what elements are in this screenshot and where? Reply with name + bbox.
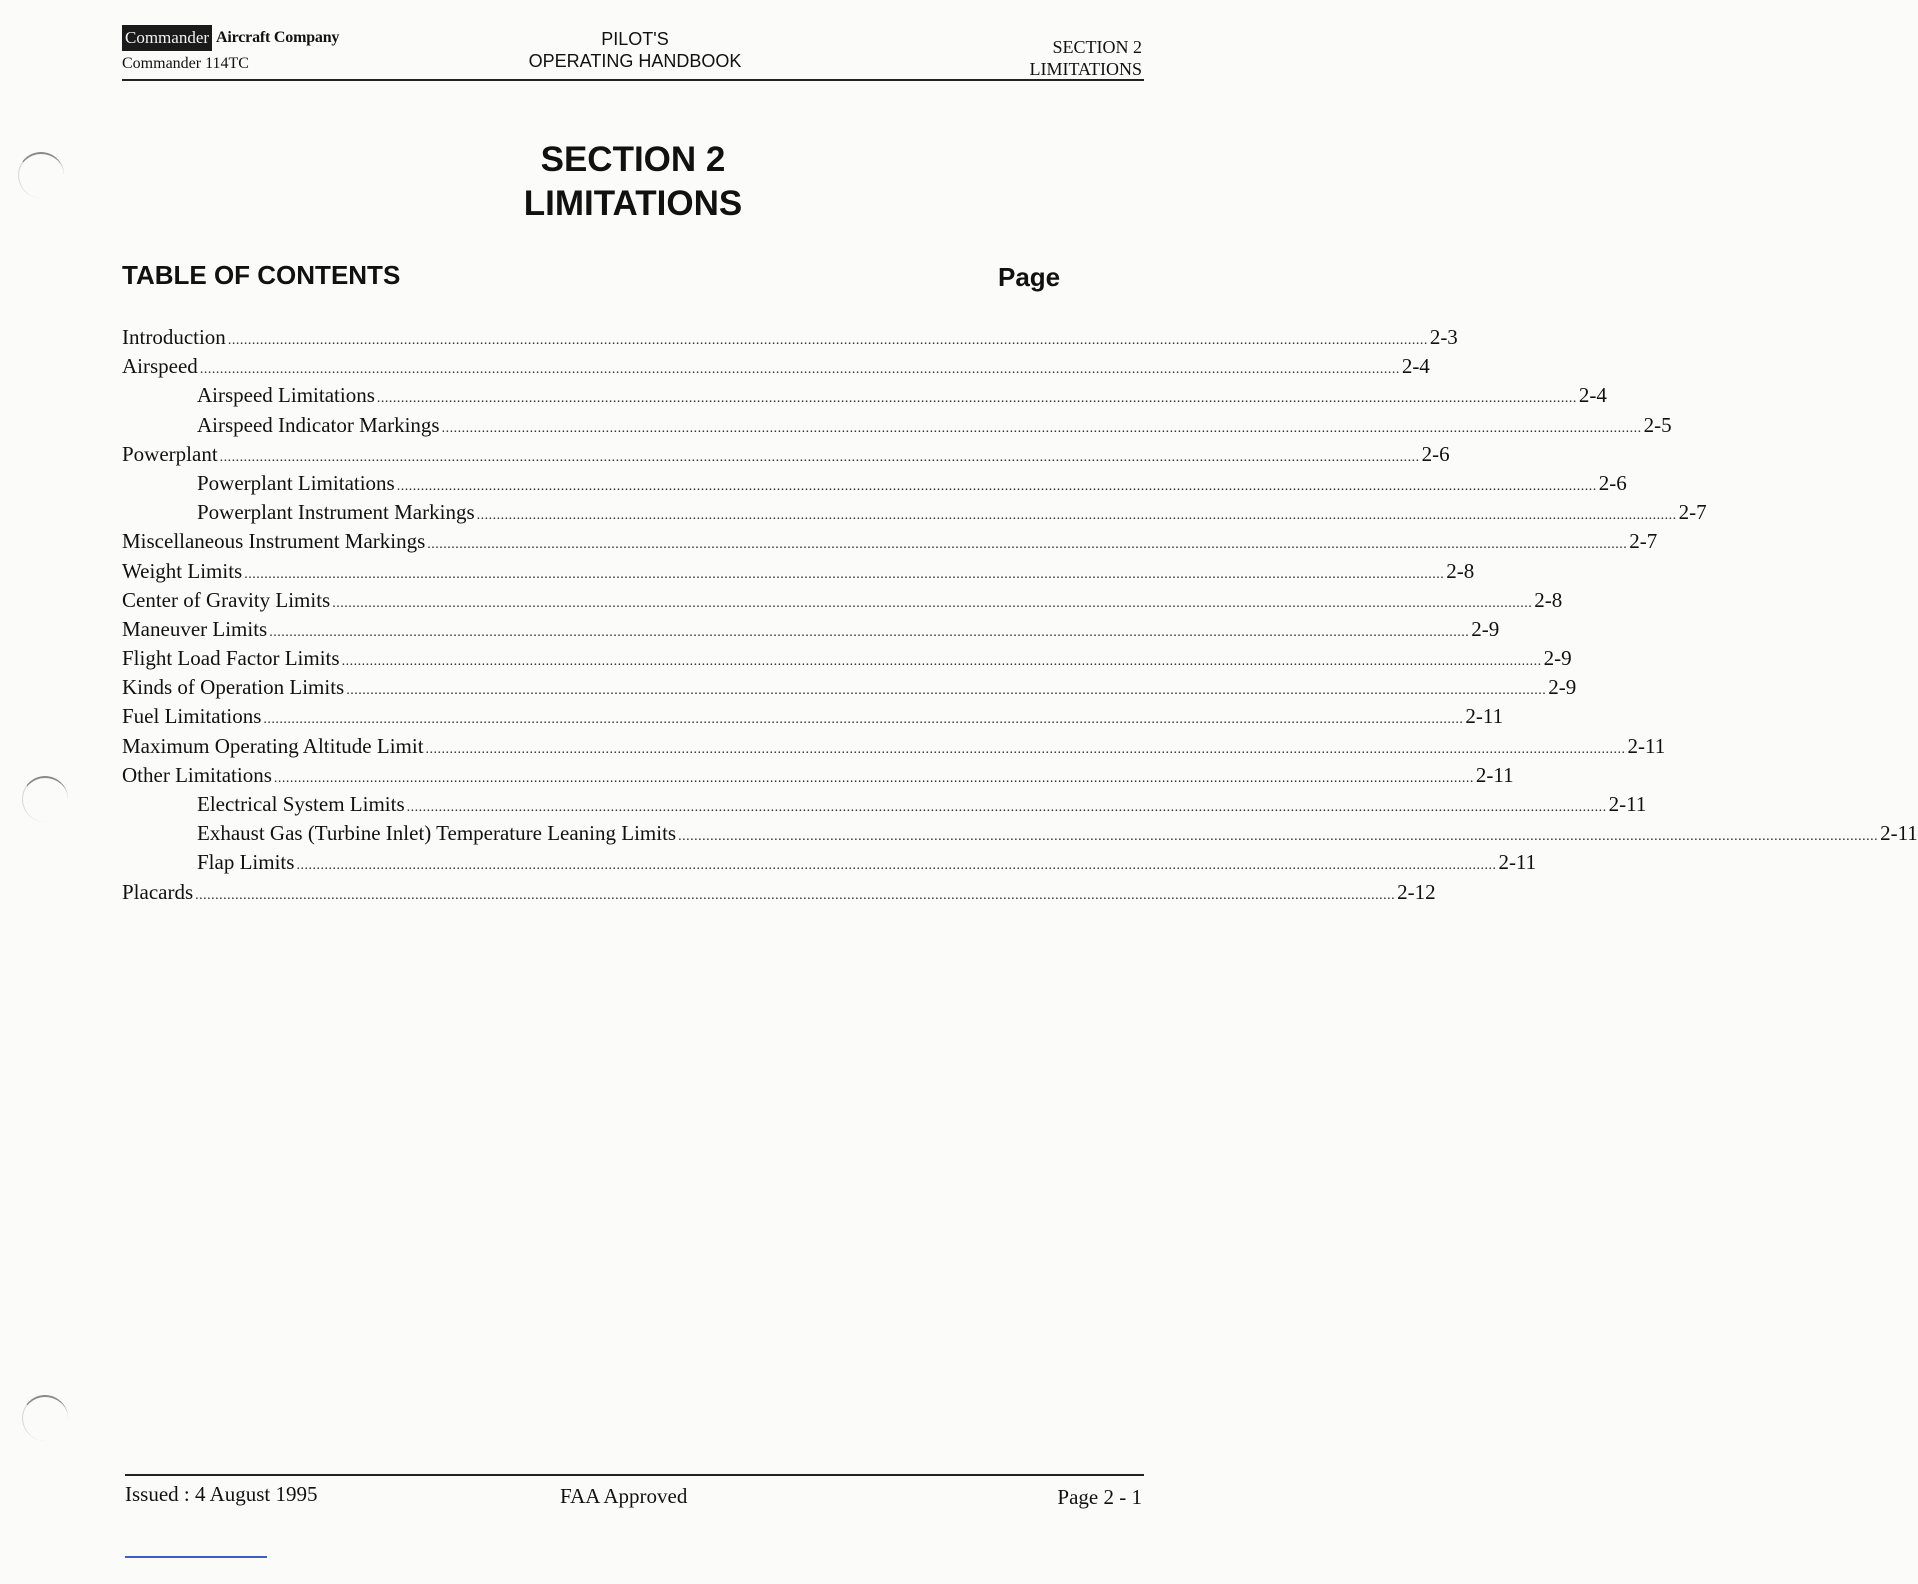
toc-entry [122, 762, 1514, 792]
toc-leader-dots: ............................................................................................................................................................................................................................................................................................................ [244, 566, 1445, 582]
toc-entry [122, 325, 1458, 354]
toc-entry-page: 2-12 [1397, 879, 1436, 904]
toc-entry-page: 2-9 [1471, 616, 1500, 641]
aircraft-model: Commander 114TC [122, 55, 249, 72]
binder-hole-bottom [22, 1395, 68, 1441]
toc-entry-label: Exhaust Gas (Turbine Inlet) Temperature Leaning Limits [197, 821, 677, 846]
toc-entry-label: Airspeed Limitations [197, 383, 375, 408]
toc-leader-dots: ............................................................................................................................................................................................................................................................................................................ [427, 537, 1628, 553]
toc-entry [122, 792, 1647, 821]
toc-entry [122, 558, 1475, 588]
toc-entry-label: Other Limitations [122, 762, 272, 787]
binder-hole-top [18, 152, 64, 198]
toc-entry [122, 500, 1707, 529]
toc-leader-dots: ............................................................................................................................................................................................................................................................................................................ [406, 800, 1607, 815]
toc-entry-label: Center of Gravity Limits [122, 587, 331, 612]
toc-leader-dots: ............................................................................................................................................................................................................................................................................................................ [476, 508, 1677, 524]
toc-leader-dots: ............................................................................................................................................................................................................................................................................................................ [296, 858, 1497, 874]
toc-entry-label: Introduction [122, 325, 226, 349]
header-section-name: LIMITATIONS [1029, 59, 1142, 79]
toc-entry-label: Kinds of Operation Limits [122, 675, 345, 700]
toc-entry-label: Electrical System Limits [197, 792, 405, 816]
toc-entry [122, 587, 1563, 617]
toc-leader-dots: ............................................................................................................................................................................................................................................................................................................ [425, 741, 1626, 757]
toc-entry-page: 2-11 [1627, 733, 1666, 758]
toc-entry [122, 441, 1450, 471]
toc-entry [122, 616, 1500, 646]
header-brand [122, 24, 452, 74]
header-section [1029, 36, 1142, 80]
toc-entry-page: 2-11 [1475, 762, 1514, 787]
page-title [380, 138, 886, 226]
toc-leader-dots: ............................................................................................................................................................................................................................................................................................................ [332, 595, 1533, 611]
toc-entry-page: 2-7 [1678, 500, 1707, 525]
toc-entry [122, 850, 1537, 879]
toc-entry-page: 2-4 [1401, 354, 1430, 379]
toc-leader-dots: ............................................................................................................................................................................................................................................................................................................ [341, 654, 1542, 670]
toc-entry-page: 2-3 [1429, 325, 1458, 349]
footer-divider [125, 1474, 1144, 1476]
toc-leader-dots: ............................................................................................................................................................................................................................................................................................................ [678, 829, 1879, 845]
toc-entry-label: Miscellaneous Instrument Markings [122, 529, 426, 554]
footer-approval: FAA Approved [560, 1484, 688, 1508]
header-center-line1: PILOT'S [601, 29, 669, 49]
toc-entry-label: Maximum Operating Altitude Limit [122, 733, 424, 758]
toc-leader-dots: ............................................................................................................................................................................................................................................................................................................ [346, 683, 1547, 699]
toc-page-column-heading: Page [998, 262, 1061, 292]
toc-entry [122, 821, 1918, 850]
toc-entry-label: Powerplant [122, 441, 218, 466]
toc-entry-label: Airspeed Indicator Markings [197, 412, 440, 437]
toc-entry-page: 2-9 [1543, 646, 1572, 671]
toc-entry [122, 529, 1658, 558]
header-handbook-title [480, 28, 790, 72]
toc-entry-label: Powerplant Instrument Markings [197, 500, 475, 525]
toc-entry-label: Airspeed [122, 354, 198, 379]
toc-entry [122, 879, 1436, 909]
toc-entry-page: 2-4 [1578, 383, 1607, 408]
toc-list [122, 325, 1918, 909]
header-divider [122, 79, 1144, 81]
toc-leader-dots: ............................................................................................................................................................................................................................................................................................................ [269, 624, 1470, 640]
toc-entry [122, 412, 1672, 442]
toc-entry-page: 2-9 [1548, 675, 1577, 700]
toc-entry-page: 2-6 [1598, 470, 1627, 495]
toc-entry [122, 675, 1577, 704]
toc-entry-page: 2-6 [1421, 441, 1450, 466]
toc-entry [122, 383, 1607, 412]
toc-entry-page: 2-11 [1880, 821, 1918, 846]
toc-entry-label: Fuel Limitations [122, 704, 262, 729]
page-title-line2: LIMITATIONS [523, 184, 743, 223]
brand-company-name: Aircraft Company [216, 29, 340, 46]
binder-hole-middle [22, 776, 68, 822]
toc-leader-dots: ............................................................................................................................................................................................................................................................................................................ [195, 887, 1396, 903]
header-section-number: SECTION 2 [1052, 37, 1142, 57]
toc-leader-dots: ............................................................................................................................................................................................................................................................................................................ [227, 333, 1428, 348]
toc-entry-label: Placards [122, 879, 194, 904]
toc-entry-label: Powerplant Limitations [197, 470, 395, 495]
toc-entry [122, 646, 1572, 675]
toc-entry-page: 2-11 [1465, 704, 1504, 729]
toc-leader-dots: ............................................................................................................................................................................................................................................................................................................ [273, 770, 1474, 786]
footer-page-number: Page 2 - 1 [1057, 1485, 1142, 1509]
toc-leader-dots: ............................................................................................................................................................................................................................................................................................................ [263, 712, 1464, 728]
toc-entry-page: 2-11 [1498, 850, 1537, 875]
toc-leader-dots: ............................................................................................................................................................................................................................................................................................................ [376, 391, 1577, 407]
toc-entry [122, 704, 1504, 733]
toc-entry-label: Flight Load Factor Limits [122, 646, 340, 671]
toc-entry-page: 2-5 [1643, 412, 1672, 437]
toc-entry [122, 470, 1627, 500]
toc-entry [122, 354, 1430, 383]
toc-entry-page: 2-8 [1534, 587, 1563, 612]
toc-entry-label: Weight Limits [122, 558, 243, 583]
toc-leader-dots: ............................................................................................................................................................................................................................................................................................................ [199, 362, 1400, 378]
toc-leader-dots: ............................................................................................................................................................................................................................................................................................................ [441, 420, 1642, 436]
header-center-line2: OPERATING HANDBOOK [528, 51, 742, 71]
page-title-line1: SECTION 2 [540, 140, 726, 179]
toc-entry-label: Maneuver Limits [122, 616, 268, 641]
toc-heading: TABLE OF CONTENTS [122, 260, 401, 290]
toc-entry-page: 2-7 [1629, 529, 1658, 554]
bottom-accent-line [125, 1556, 267, 1558]
toc-entry-page: 2-8 [1446, 558, 1475, 583]
toc-entry [122, 733, 1666, 763]
brand-logo-box: Commander [122, 25, 212, 51]
toc-leader-dots: ............................................................................................................................................................................................................................................................................................................ [396, 478, 1597, 494]
toc-entry-page: 2-11 [1608, 792, 1647, 816]
toc-entry-label: Flap Limits [197, 850, 295, 875]
footer-issued-date: Issued : 4 August 1995 [125, 1482, 318, 1506]
toc-leader-dots: ............................................................................................................................................................................................................................................................................................................ [219, 449, 1420, 465]
